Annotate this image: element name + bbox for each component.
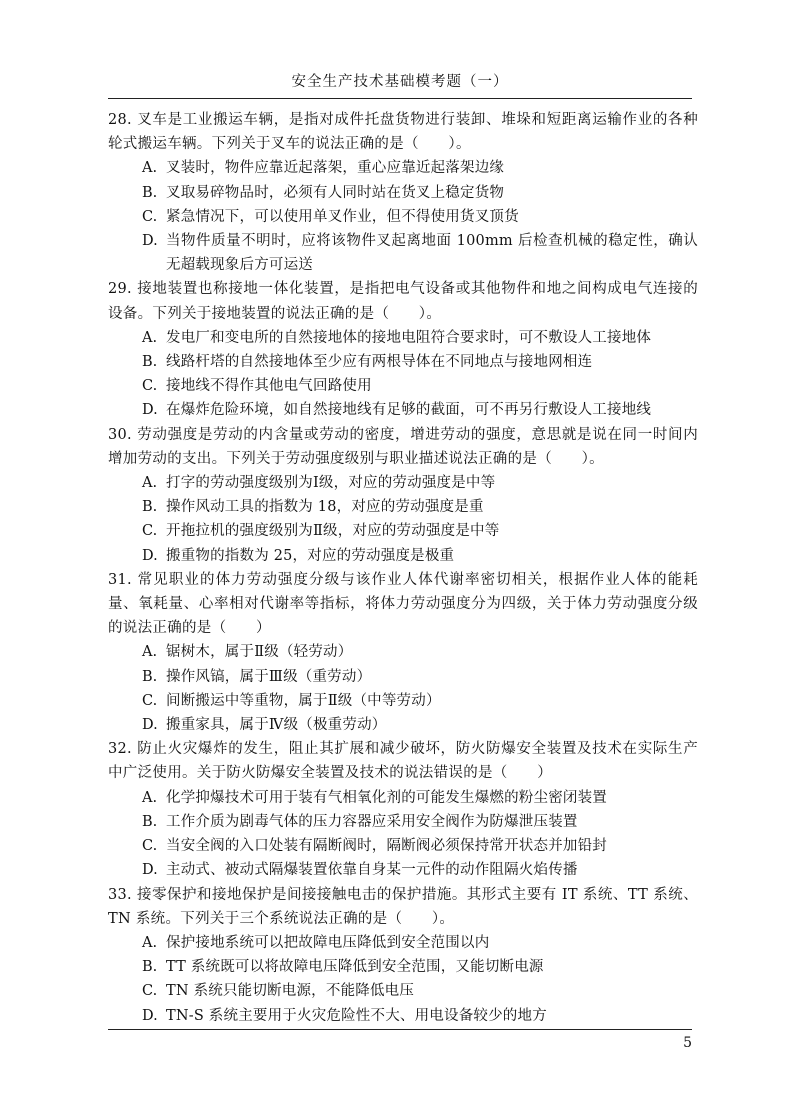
option-text: 锯树木，属于Ⅱ级（轻劳动） [166,644,353,661]
option-text: TN-S 系统主要用于火灾危险性不大、用电设备较少的地方 [166,1007,547,1024]
option-text: 接地线不得作其他电气回路使用 [166,378,372,395]
option-letter: D. [142,233,158,250]
question-stem: 33. 接零保护和接地保护是间接接触电击的保护措施。其形式主要有 IT 系统、TT 系统、TN 系统。下列关于三个系统说法正确的是（ ）。 [108,886,698,927]
answer-option [108,858,698,882]
question-32 [108,737,698,882]
option-text: 工作介质为剧毒气体的压力容器应采用安全阀作为防爆泄压装置 [166,813,578,830]
answer-option [108,810,698,834]
option-text: TN 系统只能切断电源，不能降低电压 [166,983,415,1000]
answer-option [108,374,698,398]
option-letter: D. [142,862,158,879]
question-31 [108,568,698,737]
option-letter: A. [142,475,158,492]
question-stem: 31. 常见职业的体力劳动强度分级与该作业人体代谢率密切相关，根据作业人体的能耗量、氧耗量、心率相对代谢率等指标，将体力劳动强度分为四级，关于体力劳动强度分级的说法正确的是（ ） [108,571,698,637]
answer-option [108,350,698,374]
answer-option [108,1004,698,1028]
question-30 [108,423,698,568]
option-letter: A. [142,644,158,661]
answer-option [108,156,698,180]
answer-option [108,713,698,737]
answer-option [108,786,698,810]
option-letter: B. [142,184,158,201]
answer-option [108,205,698,229]
header-divider [108,98,692,99]
option-text: 搬重物的指数为 25，对应的劳动强度是极重 [166,547,455,564]
option-text: 保护接地系统可以把故障电压降低到安全范围以内 [166,934,490,951]
option-letter: B. [142,354,158,371]
page-number: 5 [683,1035,692,1051]
question-stem: 28. 叉车是工业搬运车辆，是指对成件托盘货物进行装卸、堆垛和短距离运输作业的各种轮式搬运车辆。下列关于叉车的说法正确的是（ ）。 [108,112,698,153]
option-letter: B. [142,813,158,830]
question-33 [108,883,698,1028]
option-text: 主动式、被动式隔爆装置依靠自身某一元件的动作阻隔火焰传播 [166,862,578,879]
option-letter: C. [142,838,158,855]
answer-option [108,495,698,519]
answer-option [108,834,698,858]
option-text: 叉装时，物件应靠近起落架，重心应靠近起落架边缘 [166,160,505,177]
answer-option [108,689,698,713]
answer-option [108,471,698,495]
option-text: 操作风镐，属于Ⅲ级（重劳动） [166,668,372,685]
answer-option [108,931,698,955]
question-stem: 32. 防止火灾爆炸的发生，阻止其扩展和减少破坏，防火防爆安全装置及技术在实际生产中广泛使用。关于防火防爆安全装置及技术的说法错误的是（ ） [108,741,698,782]
page-header-title: 安全生产技术基础模考题（一） [291,74,509,90]
question-list [108,108,698,1028]
option-text: 发电厂和变电所的自然接地体的接地电阻符合要求时，可不敷设人工接地体 [166,329,652,346]
option-letter: C. [142,692,158,709]
option-letter: A. [142,789,158,806]
question-28 [108,108,698,277]
question-stem: 30. 劳动强度是劳动的内含量或劳动的密度，增进劳动的强度，意思就是说在同一时间内增加劳动的支出。下列关于劳动强度级别与职业描述说法正确的是（ ）。 [108,426,698,467]
option-letter: A. [142,160,158,177]
option-text: 操作风动工具的指数为 18，对应的劳动强度是重 [166,499,484,516]
option-text: 间断搬运中等重物，属于Ⅱ级（中等劳动） [166,692,441,709]
option-text: 打字的劳动强度级别为Ⅰ级，对应的劳动强度是中等 [166,475,496,492]
answer-option [108,640,698,664]
option-letter: D. [142,547,158,564]
question-stem: 29. 接地装置也称接地一体化装置，是指把电气设备或其他物件和地之间构成电气连接的设备。下列关于接地装置的说法正确的是（ ）。 [108,281,698,322]
answer-option [108,229,698,277]
option-text: 在爆炸危险环境，如自然接地线有足够的截面，可不再另行敷设人工接地线 [166,402,652,419]
option-text: 当物件质量不明时，应将该物件叉起离地面 100mm 后检查机械的稳定性，确认无超载现象后方可运送 [166,233,698,274]
option-letter: D. [142,717,158,734]
option-text: TT 系统既可以将故障电压降低到安全范围，又能切断电源 [166,959,544,976]
answer-option [108,519,698,543]
option-letter: D. [142,1007,158,1024]
option-text: 化学抑爆技术可用于装有气相氧化剂的可能发生爆燃的粉尘密闭装置 [166,789,607,806]
answer-option [108,326,698,350]
option-letter: B. [142,499,158,516]
answer-option [108,181,698,205]
footer-divider [108,1029,692,1030]
option-text: 当安全阀的入口处装有隔断阀时，隔断阀必须保持常开状态并加铅封 [166,838,607,855]
option-text: 紧急情况下，可以使用单叉作业，但不得使用货叉顶货 [166,208,519,225]
option-letter: A. [142,934,158,951]
answer-option [108,979,698,1003]
option-letter: B. [142,668,158,685]
answer-option [108,665,698,689]
option-text: 线路杆塔的自然接地体至少应有两根导体在不同地点与接地网相连 [166,354,593,371]
option-text: 搬重家具，属于Ⅳ级（极重劳动） [166,717,387,734]
option-text: 开拖拉机的强度级别为Ⅱ级，对应的劳动强度是中等 [166,523,500,540]
option-letter: C. [142,523,158,540]
option-text: 叉取易碎物品时，必须有人同时站在货叉上稳定货物 [166,184,505,201]
option-letter: A. [142,329,158,346]
option-letter: C. [142,983,158,1000]
question-29 [108,277,698,422]
answer-option [108,955,698,979]
option-letter: D. [142,402,158,419]
answer-option [108,544,698,568]
answer-option [108,398,698,422]
option-letter: C. [142,208,158,225]
option-letter: C. [142,378,158,395]
option-letter: B. [142,959,158,976]
